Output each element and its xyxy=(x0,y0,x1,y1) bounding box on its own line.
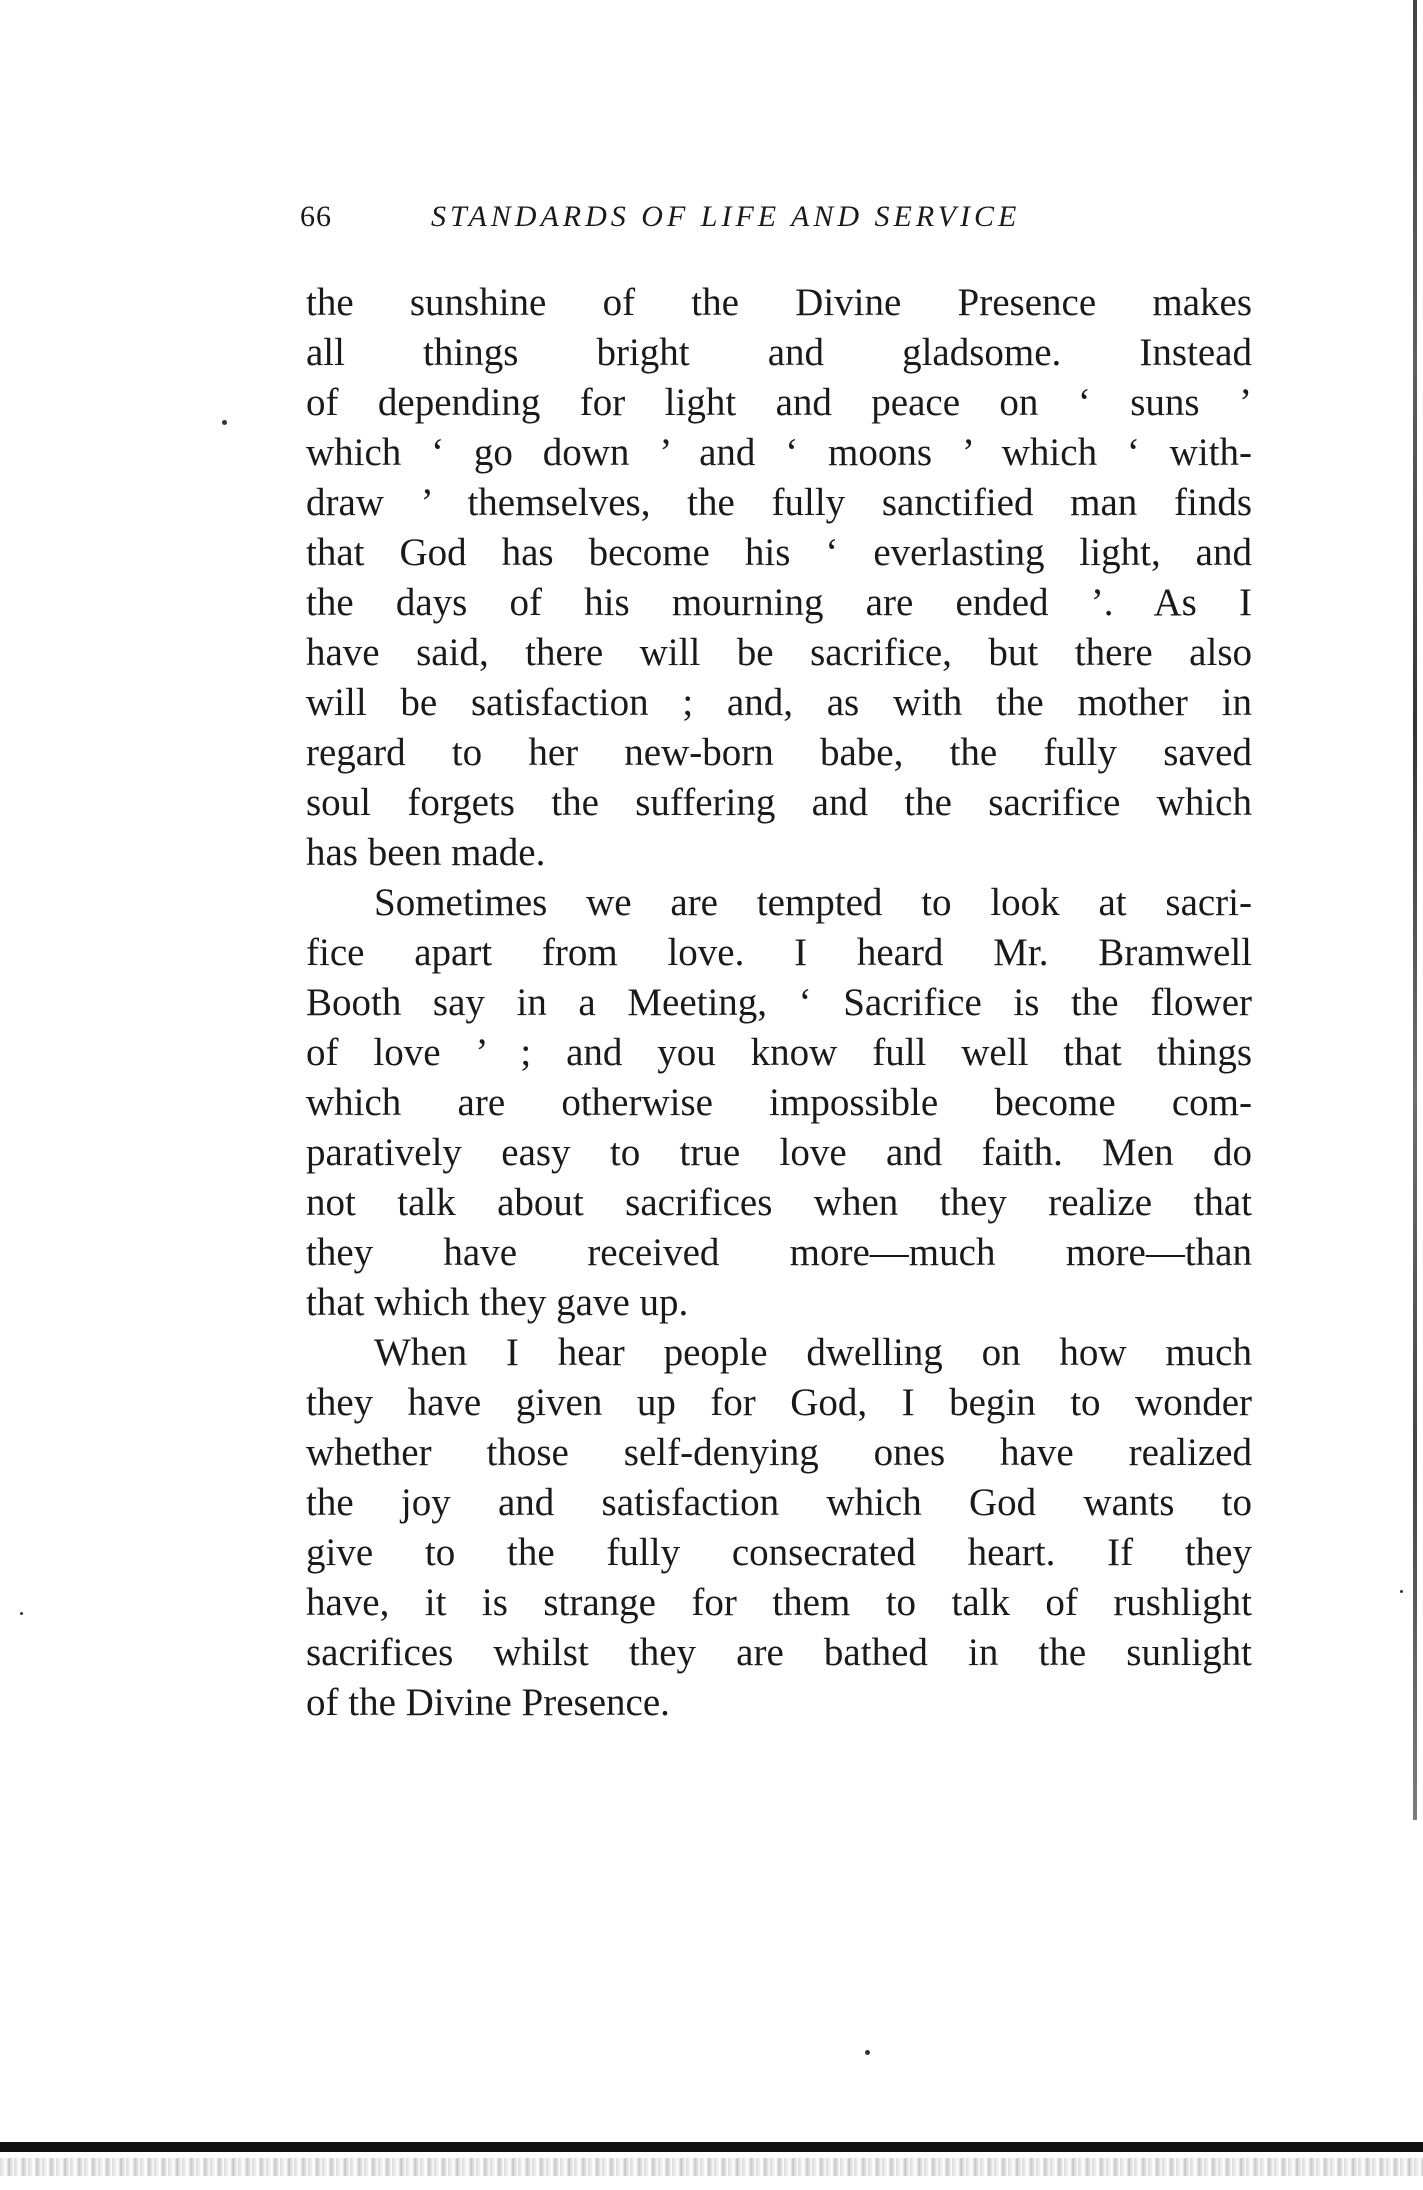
text-line: that God has become his ‘ everlasting light, and xyxy=(306,531,1252,574)
bottom-scan-noise xyxy=(0,2158,1423,2176)
page-binding-edge xyxy=(1413,0,1417,1820)
text-line: When I hear people dwelling on how much xyxy=(374,1331,1252,1374)
text-line: will be satisfaction ; and, as with the mother in xyxy=(306,681,1252,724)
bottom-scan-border xyxy=(0,2142,1423,2152)
body-text xyxy=(306,278,1252,1728)
text-line: paratively easy to true love and faith. Men do xyxy=(306,1131,1252,1174)
text-line: of depending for light and peace on ‘ suns ’ xyxy=(306,381,1252,424)
text-line: they have given up for God, I begin to wonder xyxy=(306,1381,1252,1424)
scan-speck xyxy=(1400,1590,1403,1593)
page-number: 66 xyxy=(300,200,332,233)
text-line: fice apart from love. I heard Mr. Bramwell xyxy=(306,931,1252,974)
running-title: STANDARDS OF LIFE AND SERVICE xyxy=(431,200,1021,233)
text-line: has been made. xyxy=(306,831,546,874)
text-line: sacrifices whilst they are bathed in the sunlight xyxy=(306,1631,1252,1674)
text-line: not talk about sacrifices when they realize that xyxy=(306,1181,1252,1224)
text-line: the sunshine of the Divine Presence makes xyxy=(306,281,1252,324)
text-line: that which they gave up. xyxy=(306,1281,689,1324)
text-line: have, it is strange for them to talk of rushlight xyxy=(306,1581,1252,1624)
text-line: draw ’ themselves, the fully sanctified man finds xyxy=(306,481,1252,524)
text-line: regard to her new-born babe, the fully saved xyxy=(306,731,1252,774)
text-line: which ‘ go down ’ and ‘ moons ’ which ‘ with- xyxy=(306,431,1252,474)
text-line: have said, there will be sacrifice, but there also xyxy=(306,631,1252,674)
text-line: Booth say in a Meeting, ‘ Sacrifice is the flower xyxy=(306,981,1252,1024)
text-line: whether those self-denying ones have realized xyxy=(306,1431,1252,1474)
scan-speck xyxy=(865,2050,870,2055)
text-line: they have received more—much more—than xyxy=(306,1231,1252,1274)
text-line: soul forgets the suffering and the sacrifice which xyxy=(306,781,1252,824)
text-line: give to the fully consecrated heart. If they xyxy=(306,1531,1252,1574)
text-line: of love ’ ; and you know full well that things xyxy=(306,1031,1252,1074)
text-line: which are otherwise impossible become com- xyxy=(306,1081,1252,1124)
text-line: of the Divine Presence. xyxy=(306,1681,670,1724)
scan-speck xyxy=(20,1612,23,1615)
text-line: the joy and satisfaction which God wants to xyxy=(306,1481,1252,1524)
text-line: Sometimes we are tempted to look at sacri- xyxy=(374,881,1252,924)
text-line: the days of his mourning are ended ’. As I xyxy=(306,581,1252,624)
running-header xyxy=(300,200,1260,250)
scan-speck xyxy=(222,420,227,425)
text-line: all things bright and gladsome. Instead xyxy=(306,331,1252,374)
